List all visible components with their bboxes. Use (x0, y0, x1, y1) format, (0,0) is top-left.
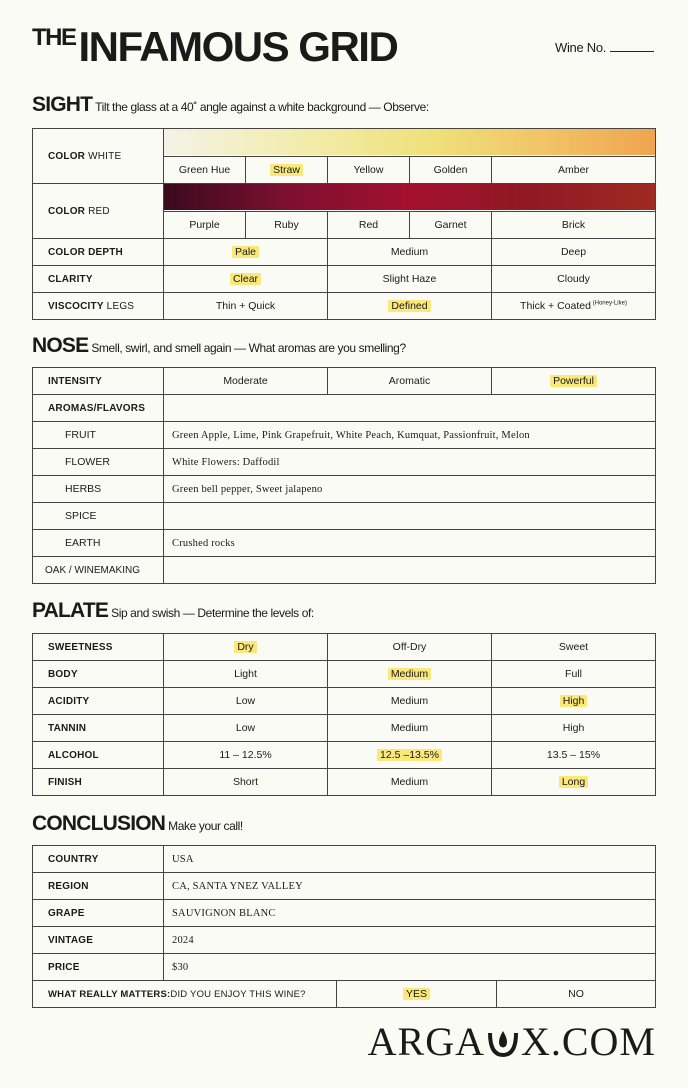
alcohol-label: ALCOHOL (33, 742, 164, 769)
sight-subtitle: Tilt the glass at a 40˚ angle against a white background — Observe: (95, 100, 429, 114)
intensity-option-powerful[interactable]: Powerful (492, 368, 656, 395)
color-depth-label: COLOR DEPTH (33, 239, 164, 266)
nose-heading (32, 335, 406, 356)
honey-like-note: (Honey-Like) (590, 300, 627, 307)
alcohol-option-11-12-5[interactable]: 11 – 12.5% (164, 742, 328, 769)
aroma-fruit-value[interactable]: Green Apple, Lime, Pink Grapefruit, White Peach, Kumquat, Passionfruit, Melon (164, 422, 656, 449)
palate-subtitle: Sip and swish — Determine the levels of: (111, 606, 314, 620)
intensity-option-moderate[interactable]: Moderate (164, 368, 328, 395)
finish-option-short[interactable]: Short (164, 769, 328, 796)
finish-label: FINISH (33, 769, 164, 796)
grape-label: GRAPE (33, 900, 164, 927)
country-value[interactable]: USA (164, 846, 656, 873)
sight-table (32, 128, 656, 320)
sweetness-label: SWEETNESS (33, 634, 164, 661)
acidity-option-low[interactable]: Low (164, 688, 328, 715)
intensity-option-aromatic[interactable]: Aromatic (328, 368, 492, 395)
tannin-option-medium[interactable]: Medium (328, 715, 492, 742)
sight-heading (32, 94, 429, 115)
color-white-option-amber[interactable]: Amber (492, 156, 656, 184)
wine-number-label: Wine No. (555, 40, 607, 55)
conclusion-table (32, 845, 656, 1008)
price-label: PRICE (33, 954, 164, 981)
sweetness-option-dry[interactable]: Dry (164, 634, 328, 661)
acidity-label: ACIDITY (33, 688, 164, 715)
color-red-option-brick[interactable]: Brick (492, 211, 656, 239)
viscocity-label: VISCOCITY LEGS (33, 293, 164, 320)
color-red-option-garnet[interactable]: Garnet (410, 211, 492, 239)
aroma-spice-value[interactable] (164, 503, 656, 530)
title-main: INFAMOUS GRID (78, 23, 398, 70)
body-option-light[interactable]: Light (164, 661, 328, 688)
palate-heading (32, 600, 314, 621)
palate-title: PALATE (32, 599, 109, 622)
vintage-value[interactable]: 2024 (164, 927, 656, 954)
nose-subtitle: Smell, swirl, and smell again — What aromas are you smelling? (91, 341, 406, 355)
clarity-option-cloudy[interactable]: Cloudy (492, 266, 656, 293)
region-value[interactable]: CA, SANTA YNEZ VALLEY (164, 873, 656, 900)
acidity-option-high[interactable]: High (492, 688, 656, 715)
intensity-label: INTENSITY (33, 368, 164, 395)
aroma-fruit-label: FRUIT (33, 422, 164, 449)
sweetness-option-off-dry[interactable]: Off-Dry (328, 634, 492, 661)
body-option-full[interactable]: Full (492, 661, 656, 688)
color-depth-option-pale[interactable]: Pale (164, 239, 328, 266)
argaux-logo (368, 1018, 656, 1065)
color-red-swatch (164, 184, 656, 212)
color-white-option-straw[interactable]: Straw (246, 156, 328, 184)
grape-value[interactable]: SAUVIGNON BLANC (164, 900, 656, 927)
body-option-medium[interactable]: Medium (328, 661, 492, 688)
viscocity-option-defined[interactable]: Defined (328, 293, 492, 320)
enjoy-yes-option[interactable]: YES (337, 981, 497, 1008)
conclusion-subtitle: Make your call! (168, 819, 243, 833)
enjoy-label: WHAT REALLY MATTERS:DID YOU ENJOY THIS WINE? (33, 981, 337, 1008)
logo-text-left: ARGA (367, 1019, 485, 1064)
title-the: THE (32, 24, 76, 51)
nose-table (32, 367, 656, 584)
finish-option-long[interactable]: Long (492, 769, 656, 796)
alcohol-option-13-5-15[interactable]: 13.5 – 15% (492, 742, 656, 769)
nose-title: NOSE (32, 334, 89, 357)
color-white-swatch (164, 129, 656, 157)
region-label: REGION (33, 873, 164, 900)
aromas-label: AROMAS/FLAVORS (33, 395, 164, 422)
aroma-herbs-label: HERBS (33, 476, 164, 503)
color-depth-option-deep[interactable]: Deep (492, 239, 656, 266)
aroma-flower-label: FLOWER (33, 449, 164, 476)
wine-number-field[interactable] (555, 40, 654, 55)
wine-number-line[interactable] (610, 41, 654, 52)
acidity-option-medium[interactable]: Medium (328, 688, 492, 715)
color-white-label: COLOR WHITE (33, 129, 164, 184)
body-label: BODY (33, 661, 164, 688)
aroma-earth-label: EARTH (33, 530, 164, 557)
clarity-label: CLARITY (33, 266, 164, 293)
page-title (32, 23, 398, 70)
color-white-option-yellow[interactable]: Yellow (328, 156, 410, 184)
clarity-option-slight-haze[interactable]: Slight Haze (328, 266, 492, 293)
color-red-option-ruby[interactable]: Ruby (246, 211, 328, 239)
aroma-herbs-value[interactable]: Green bell pepper, Sweet jalapeno (164, 476, 656, 503)
alcohol-option-12-5-13-5[interactable]: 12.5 –13.5% (328, 742, 492, 769)
color-red-option-red[interactable]: Red (328, 211, 410, 239)
enjoy-no-option[interactable]: NO (497, 981, 656, 1008)
aroma-earth-value[interactable]: Crushed rocks (164, 530, 656, 557)
price-value[interactable]: $30 (164, 954, 656, 981)
clarity-option-clear[interactable]: Clear (164, 266, 328, 293)
logo-text-right: X.COM (520, 1019, 656, 1064)
aromas-header-cell[interactable] (164, 395, 656, 422)
tannin-option-high[interactable]: High (492, 715, 656, 742)
conclusion-heading (32, 813, 243, 834)
color-white-option-golden[interactable]: Golden (410, 156, 492, 184)
aroma-flower-value[interactable]: White Flowers: Daffodil (164, 449, 656, 476)
vintage-label: VINTAGE (33, 927, 164, 954)
oak-label: OAK / WINEMAKING (33, 557, 164, 584)
drop-in-glass-icon (486, 1025, 520, 1059)
sweetness-option-sweet[interactable]: Sweet (492, 634, 656, 661)
sight-title: SIGHT (32, 93, 93, 116)
palate-table (32, 633, 656, 796)
viscocity-option-thick-coated[interactable]: Thick + Coated $^{(Honey-Like)}$ (492, 293, 656, 320)
color-white-option-green-hue[interactable]: Green Hue (164, 156, 246, 184)
color-red-label: COLOR RED (33, 184, 164, 239)
finish-option-medium[interactable]: Medium (328, 769, 492, 796)
color-depth-option-medium[interactable]: Medium (328, 239, 492, 266)
conclusion-title: CONCLUSION (32, 812, 166, 835)
oak-value[interactable] (164, 557, 656, 584)
aroma-spice-label: SPICE (33, 503, 164, 530)
tannin-label: TANNIN (33, 715, 164, 742)
color-red-option-purple[interactable]: Purple (164, 211, 246, 239)
viscocity-option-thin-quick[interactable]: Thin + Quick (164, 293, 328, 320)
tannin-option-low[interactable]: Low (164, 715, 328, 742)
country-label: COUNTRY (33, 846, 164, 873)
